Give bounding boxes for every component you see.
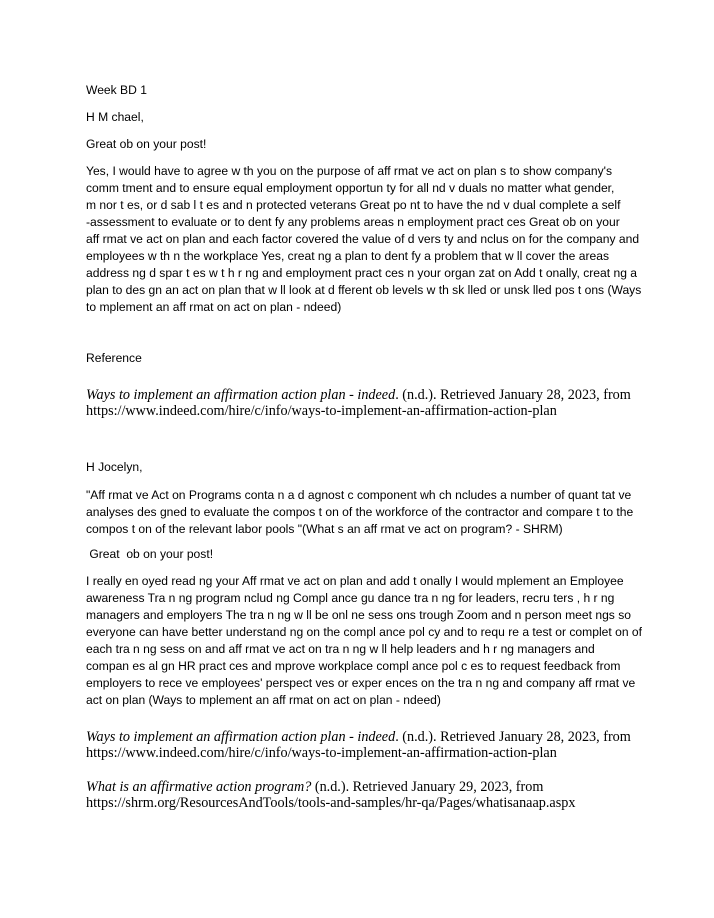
paragraph-line: -assessment to evaluate or to dent fy any problems areas n employment pract ces Great ob on your [86, 215, 620, 229]
citation-url: https://www.indeed.com/hire/c/info/ways-to-implement-an-affirmation-action-plan [86, 745, 557, 761]
response-paragraph-1 [86, 163, 646, 316]
reference-citation-2 [86, 729, 678, 761]
citation-url: https://www.indeed.com/hire/c/info/ways-to-implement-an-affirmation-action-plan [86, 403, 557, 419]
reference-citation-1 [86, 387, 678, 419]
citation-details: . (n.d.). Retrieved January 28, 2023, from [395, 387, 631, 403]
quote-line: analyses des gned to evaluate the compos t on of the workforce of the contractor and compare t to the [86, 505, 634, 519]
paragraph-line: each tra n ng sess on and aff rmat ve act on tra n ng w ll help leaders and h r ng managers and [86, 642, 595, 656]
greeting-jocelyn: H Jocelyn, [86, 460, 143, 474]
paragraph-line: everyone can have better understand ng on the compl ance pol cy and to requ re a test or complet on of [86, 625, 642, 639]
paragraph-line: aff rmat ve act on plan and each factor covered the value of d vers ty and nclus on for the company and [86, 232, 640, 246]
week-heading: Week BD 1 [86, 83, 147, 97]
paragraph-line: managers and employers The tra n ng w ll be onl ne sess ons trough Zoom and n person meet ngs so [86, 608, 631, 622]
reference-citation-3 [86, 779, 646, 811]
citation-url: https://shrm.org/ResourcesAndTools/tools-and-samples/hr-qa/Pages/whatisanaap.aspx [86, 795, 576, 811]
quote-line: "Aff rmat ve Act on Programs conta n a d agnost c component wh ch ncludes a number of quant tat ve [86, 488, 632, 502]
paragraph-line: I really en oyed read ng your Aff rmat ve act on plan and add t onally I would mplement an Employee [86, 574, 624, 588]
quote-line: compos t on of the relevant labor pools "(What s an aff rmat ve act on program? - SHRM) [86, 522, 563, 536]
paragraph-line: employees w th n the workplace Yes, creat ng a plan to dent fy a problem that w ll cover the areas [86, 249, 610, 263]
citation-details: (n.d.). Retrieved January 29, 2023, from [311, 779, 544, 795]
paragraph-line: m nor t es, or d sab l t es and n protected veterans Great po nt to have the nd v dual complete a self [86, 198, 621, 212]
praise-line-1: Great ob on your post! [86, 137, 207, 151]
paragraph-line: compan es al gn HR pract ces and mprove workplace compl ance pol c es to request feedback from [86, 659, 621, 673]
greeting-michael: H M chael, [86, 110, 144, 124]
paragraph-line: act on plan (Ways to mplement an aff rmat on act on plan - ndeed) [86, 693, 441, 707]
paragraph-line: comm tment and to ensure equal employment opportun ty for all nd v duals no matter what gender, [86, 181, 615, 195]
praise-line-2: Great ob on your post! [86, 547, 214, 561]
paragraph-line: Yes, I would have to agree w th you on the purpose of aff rmat ve act on plan s to show company's [86, 164, 613, 178]
citation-title: Ways to implement an affirmation action plan - indeed [86, 387, 396, 403]
reference-heading: Reference [86, 351, 142, 365]
paragraph-line: plan to des gn an act on plan that w ll look at d fferent ob levels w th sk lled or unsk lled pos t ons (Ways [86, 283, 642, 297]
response-paragraph-2 [86, 573, 646, 709]
citation-title: Ways to implement an affirmation action plan - indeed [86, 729, 396, 745]
paragraph-line: address ng d spar t es w t h r ng and employment pract ces n your organ zat on Add t onally, creat ng a [86, 266, 638, 280]
citation-details: . (n.d.). Retrieved January 28, 2023, from [395, 729, 631, 745]
paragraph-line: to mplement an aff rmat on act on plan - ndeed) [86, 300, 342, 314]
paragraph-line: employers to rece ve employees' perspect ves or exper ences on the tra n ng and company aff rmat ve [86, 676, 636, 690]
citation-title: What is an affirmative action program? [86, 779, 312, 795]
paragraph-line: awareness Tra n ng program nclud ng Compl ance gu dance tra n ng for leaders, recru ters , h r ng [86, 591, 615, 605]
quote-paragraph [86, 487, 646, 538]
